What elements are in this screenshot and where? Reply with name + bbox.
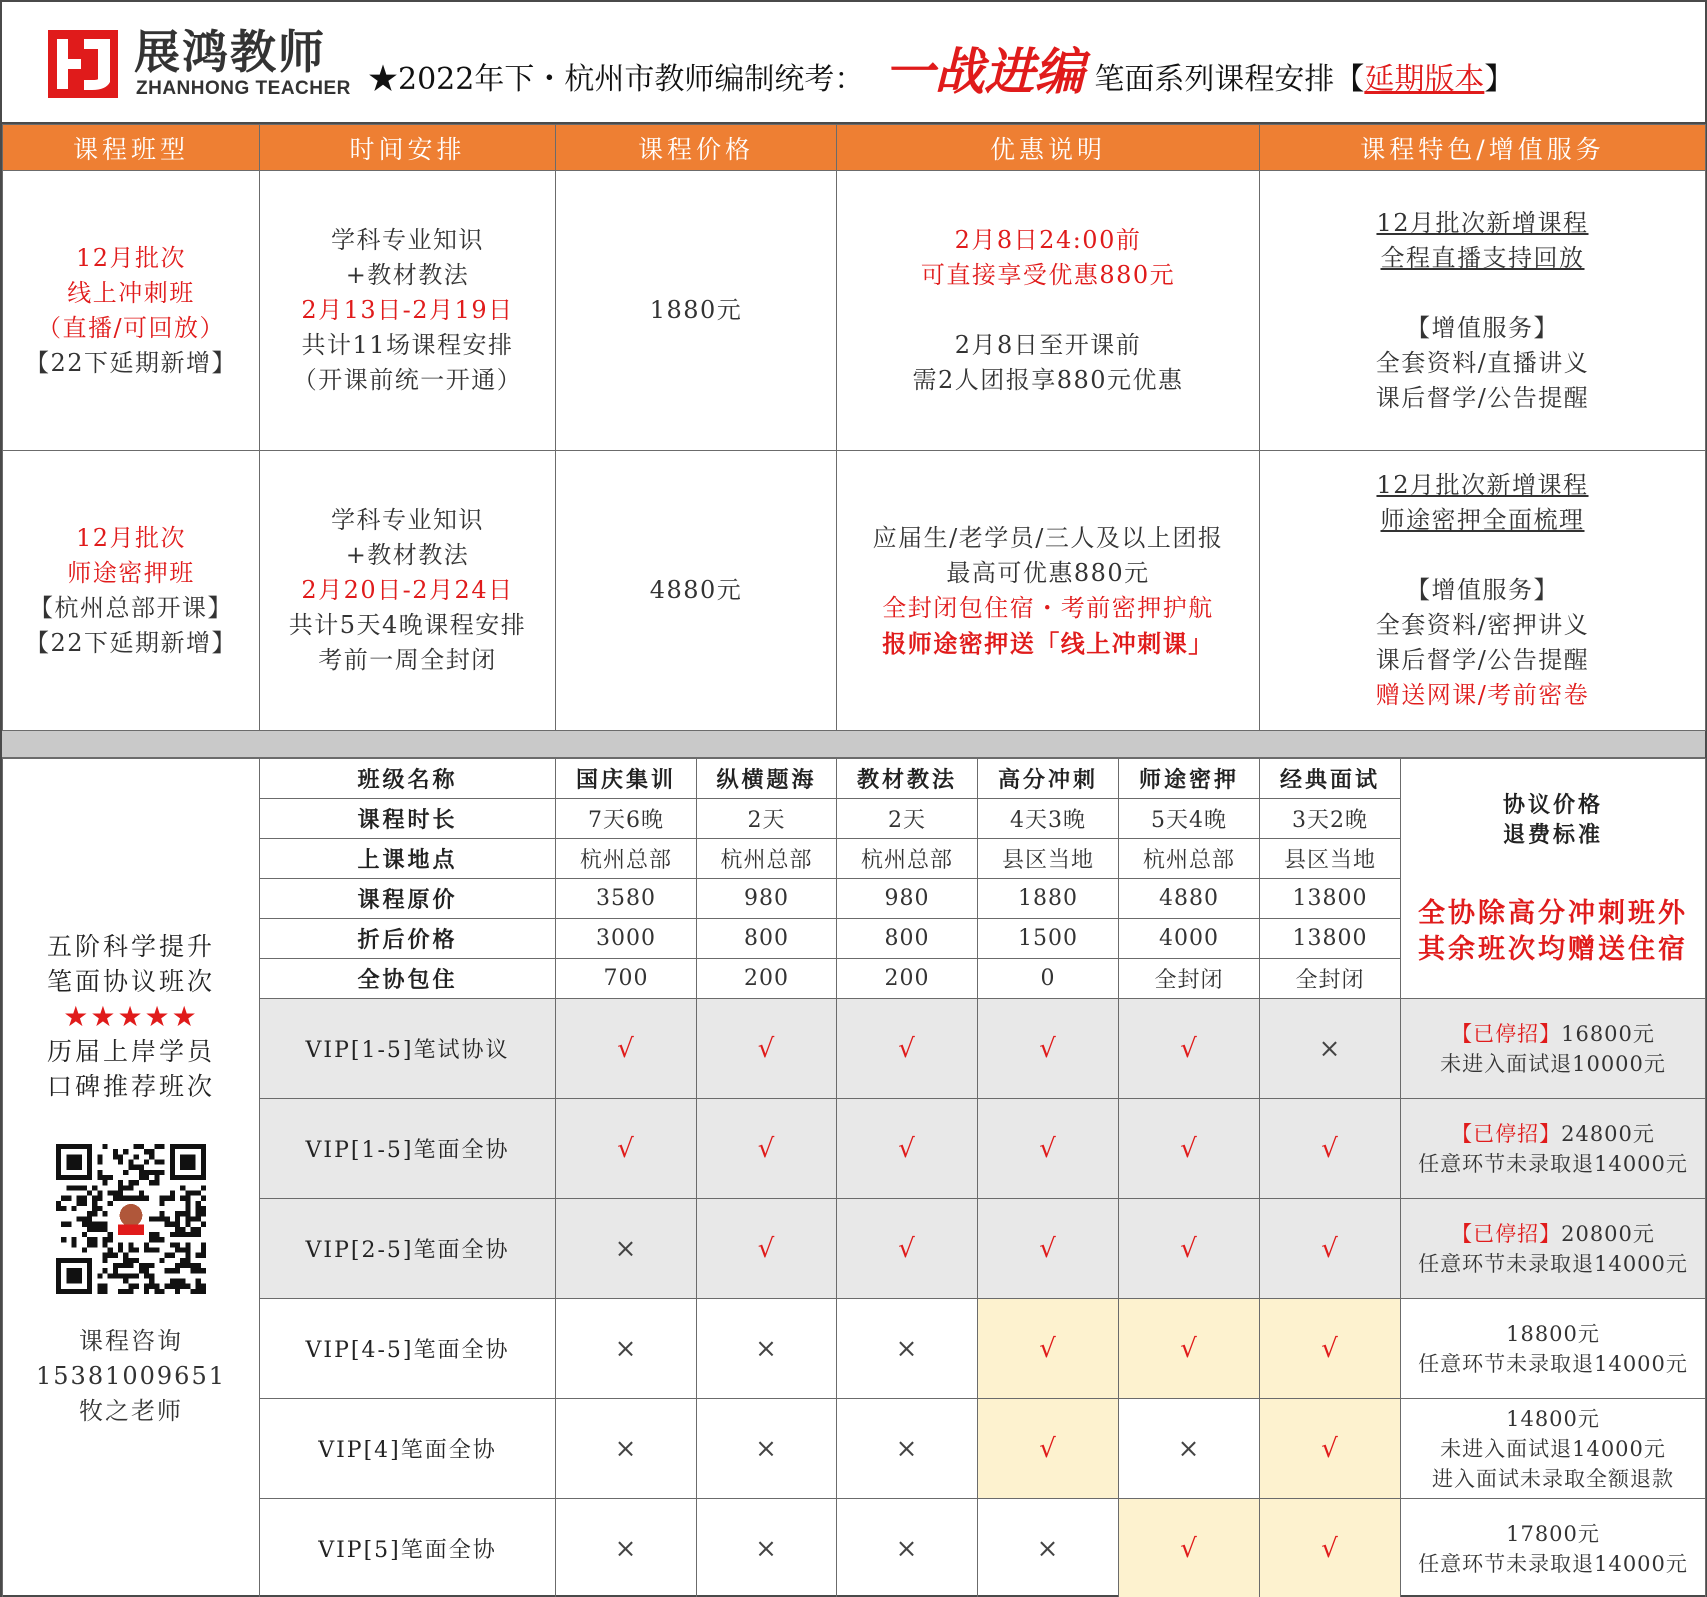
vip-refund-line: 未进入面试退10000元 bbox=[1440, 1051, 1666, 1076]
location-cell: 县区当地 bbox=[978, 839, 1119, 879]
vip-price-cell bbox=[1401, 1499, 1706, 1597]
vip-mark-cell bbox=[556, 1499, 697, 1597]
original-price-cell: 3580 bbox=[556, 879, 697, 919]
schedule-line: +教材教法 bbox=[345, 541, 470, 569]
row-head-class-name: 班级名称 bbox=[260, 759, 556, 799]
discount-line: 需2人团报享880元优惠 bbox=[912, 366, 1184, 394]
feature-line: 【增值服务】 bbox=[1406, 313, 1559, 342]
cross-mark-icon: × bbox=[1177, 1433, 1201, 1464]
cross-mark-icon: × bbox=[895, 1333, 919, 1364]
vip-mark-cell bbox=[697, 1199, 837, 1299]
row-head-discount-price: 折后价格 bbox=[260, 919, 556, 959]
discount-price-cell: 3000 bbox=[556, 919, 697, 959]
schedule-dates: 2月13日-2月19日 bbox=[301, 296, 514, 324]
feature-line: 赠送网课/考前密卷 bbox=[1375, 681, 1590, 709]
row-head-original-price: 课程原价 bbox=[260, 879, 556, 919]
course-type-line: 师途密押班 bbox=[67, 558, 195, 587]
table-row bbox=[3, 171, 1706, 451]
schedule-dates: 2月20日-2月24日 bbox=[301, 576, 514, 604]
feature-line: 全程直播支持回放 bbox=[1380, 243, 1585, 272]
check-mark-icon: √ bbox=[1321, 1233, 1339, 1264]
status-badge: 【已停招】 bbox=[1451, 1021, 1562, 1046]
vip-plan-name: VIP[4-5]笔面全协 bbox=[260, 1299, 556, 1399]
discount-line: 可直接享受优惠880元 bbox=[920, 261, 1176, 289]
lodging-cell: 700 bbox=[556, 959, 697, 999]
vip-mark-cell bbox=[697, 1299, 837, 1399]
vip-mark-cell bbox=[1260, 999, 1401, 1099]
discount-price-cell: 800 bbox=[837, 919, 978, 959]
vip-plan-name: VIP[4]笔面全协 bbox=[260, 1399, 556, 1499]
vip-mark-cell bbox=[556, 1399, 697, 1499]
check-mark-icon: √ bbox=[1039, 1133, 1057, 1164]
vip-plan-name: VIP[1-5]笔试协议 bbox=[260, 999, 556, 1099]
price-cell: 1880元 bbox=[556, 171, 837, 451]
lodging-cell: 全封闭 bbox=[1260, 959, 1401, 999]
agreement-title-line: 退费标准 bbox=[1502, 821, 1603, 848]
location-cell: 杭州总部 bbox=[556, 839, 697, 879]
vip-refund-line: 任意环节未录取退14000元 bbox=[1418, 1351, 1688, 1376]
feature-line: 全套资料/直播讲义 bbox=[1375, 348, 1590, 377]
original-price-cell: 1880 bbox=[978, 879, 1119, 919]
vip-mark-cell bbox=[1119, 1199, 1260, 1299]
lodging-cell: 200 bbox=[837, 959, 978, 999]
vip-price-line bbox=[1401, 1119, 1705, 1149]
cross-mark-icon: × bbox=[755, 1433, 778, 1464]
table-row bbox=[3, 451, 1706, 731]
vip-plan-name: VIP[1-5]笔面全协 bbox=[260, 1099, 556, 1199]
agreement-title-line: 协议价格 bbox=[1502, 791, 1603, 818]
vip-mark-cell bbox=[1119, 1299, 1260, 1399]
check-mark-icon: √ bbox=[1321, 1133, 1339, 1164]
vip-mark-cell bbox=[978, 1499, 1119, 1597]
promo-column bbox=[3, 759, 260, 1597]
vip-price: 20800元 bbox=[1561, 1221, 1655, 1246]
check-mark-icon: √ bbox=[1180, 1033, 1198, 1064]
vip-mark-cell bbox=[697, 1499, 837, 1597]
table-row bbox=[3, 759, 1706, 799]
feature-cell bbox=[1260, 171, 1706, 451]
duration-cell: 2天 bbox=[697, 799, 837, 839]
status-badge: 【已停招】 bbox=[1451, 1121, 1562, 1146]
vip-price-cell bbox=[1401, 1299, 1706, 1399]
consult-phone[interactable]: 15381009651 bbox=[36, 1361, 226, 1390]
vip-price-line bbox=[1401, 1519, 1705, 1549]
feature-cell bbox=[1260, 451, 1706, 731]
header-schedule: 时间安排 bbox=[260, 125, 556, 171]
vip-mark-cell bbox=[556, 1199, 697, 1299]
check-mark-icon: √ bbox=[1180, 1233, 1198, 1264]
promo-line: 笔面协议班次 bbox=[46, 966, 215, 996]
original-price-cell: 980 bbox=[697, 879, 837, 919]
vip-price: 24800元 bbox=[1561, 1121, 1655, 1146]
schedule-cell bbox=[260, 451, 556, 731]
vip-price-line bbox=[1401, 1404, 1705, 1434]
feature-line: 师途密押全面梳理 bbox=[1380, 506, 1585, 534]
logo-chinese-name: 展鸿教师 bbox=[134, 25, 326, 79]
feature-line: 12月批次新增课程 bbox=[1376, 471, 1589, 499]
check-mark-icon: √ bbox=[1321, 1533, 1339, 1564]
promo-line: 历届上岸学员 bbox=[46, 1036, 215, 1066]
course-type-line: 12月批次 bbox=[75, 243, 187, 272]
vip-mark-cell bbox=[1119, 999, 1260, 1099]
check-mark-icon: √ bbox=[757, 1133, 776, 1164]
schedule-line: 共计5天4晚课程安排 bbox=[288, 611, 527, 639]
duration-cell: 4天3晚 bbox=[978, 799, 1119, 839]
course-type-line: 12月批次 bbox=[75, 523, 187, 552]
check-mark-icon: √ bbox=[1039, 1033, 1057, 1064]
vip-mark-cell bbox=[1260, 1099, 1401, 1199]
vip-mark-cell bbox=[1260, 1299, 1401, 1399]
vip-refund-line: 任意环节未录取退14000元 bbox=[1418, 1551, 1688, 1576]
row-head-lodging: 全协包住 bbox=[260, 959, 556, 999]
cross-mark-icon: × bbox=[614, 1333, 638, 1364]
status-badge: 【已停招】 bbox=[1451, 1221, 1562, 1246]
vip-mark-cell bbox=[697, 1099, 837, 1199]
cross-mark-icon: × bbox=[614, 1433, 638, 1464]
check-mark-icon: √ bbox=[898, 1233, 916, 1264]
consult-block bbox=[3, 1324, 259, 1429]
promo-line: 口碑推荐班次 bbox=[46, 1071, 215, 1101]
discount-price-cell: 4000 bbox=[1119, 919, 1260, 959]
lodging-cell: 全封闭 bbox=[1119, 959, 1260, 999]
vip-mark-cell bbox=[1260, 1199, 1401, 1299]
check-mark-icon: √ bbox=[1039, 1233, 1057, 1264]
discount-line: 应届生/老学员/三人及以上团报 bbox=[872, 523, 1224, 552]
vip-price: 17800元 bbox=[1506, 1521, 1600, 1546]
vip-mark-cell bbox=[837, 1299, 978, 1399]
class-name-cell: 国庆集训 bbox=[556, 759, 697, 799]
discount-price-cell: 1500 bbox=[978, 919, 1119, 959]
row-head-location: 上课地点 bbox=[260, 839, 556, 879]
check-mark-icon: √ bbox=[1321, 1333, 1339, 1364]
course-schedule-table bbox=[2, 124, 1706, 731]
discount-cell bbox=[837, 451, 1260, 731]
agreement-note-line: 其余班次均赠送住宿 bbox=[1418, 933, 1688, 965]
schedule-line: 共计11场课程安排 bbox=[301, 331, 514, 359]
vip-refund-line: 任意环节未录取退14000元 bbox=[1418, 1251, 1688, 1276]
title-close-bracket: 】 bbox=[1484, 62, 1515, 97]
vip-refund-line: 未进入面试退14000元 bbox=[1440, 1436, 1666, 1461]
class-name-cell: 高分冲刺 bbox=[978, 759, 1119, 799]
vip-mark-cell bbox=[978, 1299, 1119, 1399]
cross-mark-icon: × bbox=[1318, 1033, 1342, 1064]
header-features: 课程特色/增值服务 bbox=[1260, 125, 1706, 171]
cross-mark-icon: × bbox=[895, 1533, 919, 1564]
vip-mark-cell bbox=[1119, 1499, 1260, 1597]
check-mark-icon: √ bbox=[1039, 1333, 1057, 1364]
vip-mark-cell bbox=[978, 1399, 1119, 1499]
schedule-line: 考前一周全封闭 bbox=[318, 646, 497, 674]
class-name-cell: 纵横题海 bbox=[697, 759, 837, 799]
agreement-title bbox=[1401, 790, 1705, 850]
agreement-note-cell bbox=[1401, 759, 1706, 999]
vip-price-cell bbox=[1401, 999, 1706, 1099]
vip-agreement-table bbox=[2, 758, 1706, 1597]
check-mark-icon: √ bbox=[617, 1033, 635, 1064]
vip-price-cell bbox=[1401, 1399, 1706, 1499]
feature-line: 【增值服务】 bbox=[1406, 576, 1559, 604]
original-price-cell: 13800 bbox=[1260, 879, 1401, 919]
check-mark-icon: √ bbox=[757, 1033, 776, 1064]
page-title bbox=[368, 32, 1514, 112]
check-mark-icon: √ bbox=[757, 1233, 776, 1264]
vip-mark-cell bbox=[978, 1199, 1119, 1299]
cross-mark-icon: × bbox=[895, 1433, 919, 1464]
vip-price-cell bbox=[1401, 1199, 1706, 1299]
vip-refund-line: 任意环节未录取退14000元 bbox=[1418, 1151, 1688, 1176]
class-name-cell: 经典面试 bbox=[1260, 759, 1401, 799]
schedule-line: 学科专业知识 bbox=[331, 506, 484, 534]
duration-cell: 7天6晚 bbox=[556, 799, 697, 839]
schedule-line: +教材教法 bbox=[345, 261, 470, 289]
location-cell: 县区当地 bbox=[1260, 839, 1401, 879]
feature-line: 课后督学/公告提醒 bbox=[1375, 646, 1590, 674]
title-suffix: 笔面系列课程安排【 bbox=[1094, 62, 1365, 97]
vip-mark-cell bbox=[556, 1299, 697, 1399]
check-mark-icon: √ bbox=[1039, 1433, 1057, 1464]
section-divider bbox=[2, 730, 1705, 758]
schedule-line: 学科专业知识 bbox=[331, 226, 484, 254]
vip-mark-cell bbox=[837, 1199, 978, 1299]
row-head-duration: 课程时长 bbox=[260, 799, 556, 839]
vip-price-line bbox=[1401, 1019, 1705, 1049]
lodging-cell: 200 bbox=[697, 959, 837, 999]
promo-line: 五阶科学提升 bbox=[46, 931, 215, 961]
header-price: 课程价格 bbox=[556, 125, 837, 171]
vip-mark-cell bbox=[978, 999, 1119, 1099]
rating-stars: ★★★★★ bbox=[63, 999, 199, 1033]
check-mark-icon: √ bbox=[1180, 1533, 1198, 1564]
header-discount: 优惠说明 bbox=[837, 125, 1260, 171]
cross-mark-icon: × bbox=[1036, 1533, 1060, 1564]
vip-mark-cell bbox=[837, 1499, 978, 1597]
duration-cell: 5天4晚 bbox=[1119, 799, 1260, 839]
vip-price: 16800元 bbox=[1561, 1021, 1655, 1046]
vip-mark-cell bbox=[1260, 1399, 1401, 1499]
feature-line: 12月批次新增课程 bbox=[1376, 208, 1589, 237]
page-header bbox=[2, 2, 1705, 124]
check-mark-icon: √ bbox=[1321, 1433, 1339, 1464]
schedule-cell bbox=[260, 171, 556, 451]
feature-line: 全套资料/密押讲义 bbox=[1375, 611, 1590, 639]
location-cell: 杭州总部 bbox=[697, 839, 837, 879]
course-type-line: 【杭州总部开课】 bbox=[29, 593, 233, 622]
vip-mark-cell bbox=[697, 999, 837, 1099]
agreement-note-line: 全协除高分冲刺班外 bbox=[1418, 897, 1688, 929]
check-mark-icon: √ bbox=[898, 1133, 916, 1164]
cross-mark-icon: × bbox=[614, 1533, 638, 1564]
cross-mark-icon: × bbox=[755, 1333, 778, 1364]
title-prefix: ★2022年下・杭州市教师编制统考： bbox=[368, 62, 865, 97]
course-type-line: 【22下延期新增】 bbox=[24, 628, 238, 657]
discount-line: 2月8日24:00前 bbox=[954, 226, 1142, 254]
check-mark-icon: √ bbox=[1180, 1133, 1198, 1164]
course-type-cell bbox=[3, 451, 260, 731]
vip-price-line bbox=[1401, 1319, 1705, 1349]
vip-mark-cell bbox=[1119, 1099, 1260, 1199]
vip-mark-cell bbox=[1119, 1399, 1260, 1499]
vip-mark-cell bbox=[697, 1399, 837, 1499]
cross-mark-icon: × bbox=[614, 1233, 638, 1264]
zhanhong-logo-icon bbox=[48, 30, 118, 98]
vip-plan-name: VIP[2-5]笔面全协 bbox=[260, 1199, 556, 1299]
vip-mark-cell bbox=[556, 999, 697, 1099]
discount-price-cell: 13800 bbox=[1260, 919, 1401, 959]
title-version-link[interactable]: 延期版本 bbox=[1364, 62, 1485, 97]
consult-teacher: 牧之老师 bbox=[79, 1396, 183, 1425]
vip-mark-cell bbox=[1260, 1499, 1401, 1597]
vip-mark-cell bbox=[837, 999, 978, 1099]
check-mark-icon: √ bbox=[898, 1033, 916, 1064]
original-price-cell: 980 bbox=[837, 879, 978, 919]
discount-line: 报师途密押送「线上冲刺课」 bbox=[882, 628, 1214, 658]
vip-price-line bbox=[1401, 1219, 1705, 1249]
logo-english-name: ZHANHONG TEACHER bbox=[136, 78, 351, 99]
vip-price-cell bbox=[1401, 1099, 1706, 1199]
vip-mark-cell bbox=[837, 1099, 978, 1199]
wechat-qr-code-icon[interactable] bbox=[56, 1144, 206, 1294]
duration-cell: 2天 bbox=[837, 799, 978, 839]
discount-cell bbox=[837, 171, 1260, 451]
location-cell: 杭州总部 bbox=[1119, 839, 1260, 879]
location-cell: 杭州总部 bbox=[837, 839, 978, 879]
vip-mark-cell bbox=[978, 1099, 1119, 1199]
original-price-cell: 4880 bbox=[1119, 879, 1260, 919]
vip-price: 18800元 bbox=[1506, 1321, 1600, 1346]
course-type-cell bbox=[3, 171, 260, 451]
check-mark-icon: √ bbox=[617, 1133, 635, 1164]
price-cell: 4880元 bbox=[556, 451, 837, 731]
vip-refund-line: 进入面试未录取全额退款 bbox=[1432, 1466, 1674, 1491]
vip-plan-name: VIP[5]笔面全协 bbox=[260, 1499, 556, 1597]
schedule-line: （开课前统一开通） bbox=[292, 366, 523, 394]
course-type-line: （直播/可回放） bbox=[36, 313, 226, 342]
cross-mark-icon: × bbox=[755, 1533, 778, 1564]
class-name-cell: 教材教法 bbox=[837, 759, 978, 799]
check-mark-icon: √ bbox=[1180, 1333, 1198, 1364]
discount-price-cell: 800 bbox=[697, 919, 837, 959]
discount-line: 全封闭包住宿・考前密押护航 bbox=[882, 593, 1214, 622]
vip-mark-cell bbox=[556, 1099, 697, 1199]
title-highlight: 一战进编 bbox=[884, 42, 1085, 101]
lodging-cell: 0 bbox=[978, 959, 1119, 999]
discount-line: 2月8日至开课前 bbox=[954, 331, 1142, 359]
duration-cell: 3天2晚 bbox=[1260, 799, 1401, 839]
vip-mark-cell bbox=[837, 1399, 978, 1499]
header-course-type: 课程班型 bbox=[3, 125, 260, 171]
course-type-line: 【22下延期新增】 bbox=[24, 348, 238, 377]
class-name-cell: 师途密押 bbox=[1119, 759, 1260, 799]
discount-line: 最高可优惠880元 bbox=[946, 558, 1150, 587]
vip-price: 14800元 bbox=[1506, 1406, 1600, 1431]
agreement-note bbox=[1401, 896, 1705, 968]
feature-line: 课后督学/公告提醒 bbox=[1375, 383, 1590, 412]
consult-label: 课程咨询 bbox=[79, 1326, 183, 1355]
course-type-line: 线上冲刺班 bbox=[67, 278, 195, 307]
